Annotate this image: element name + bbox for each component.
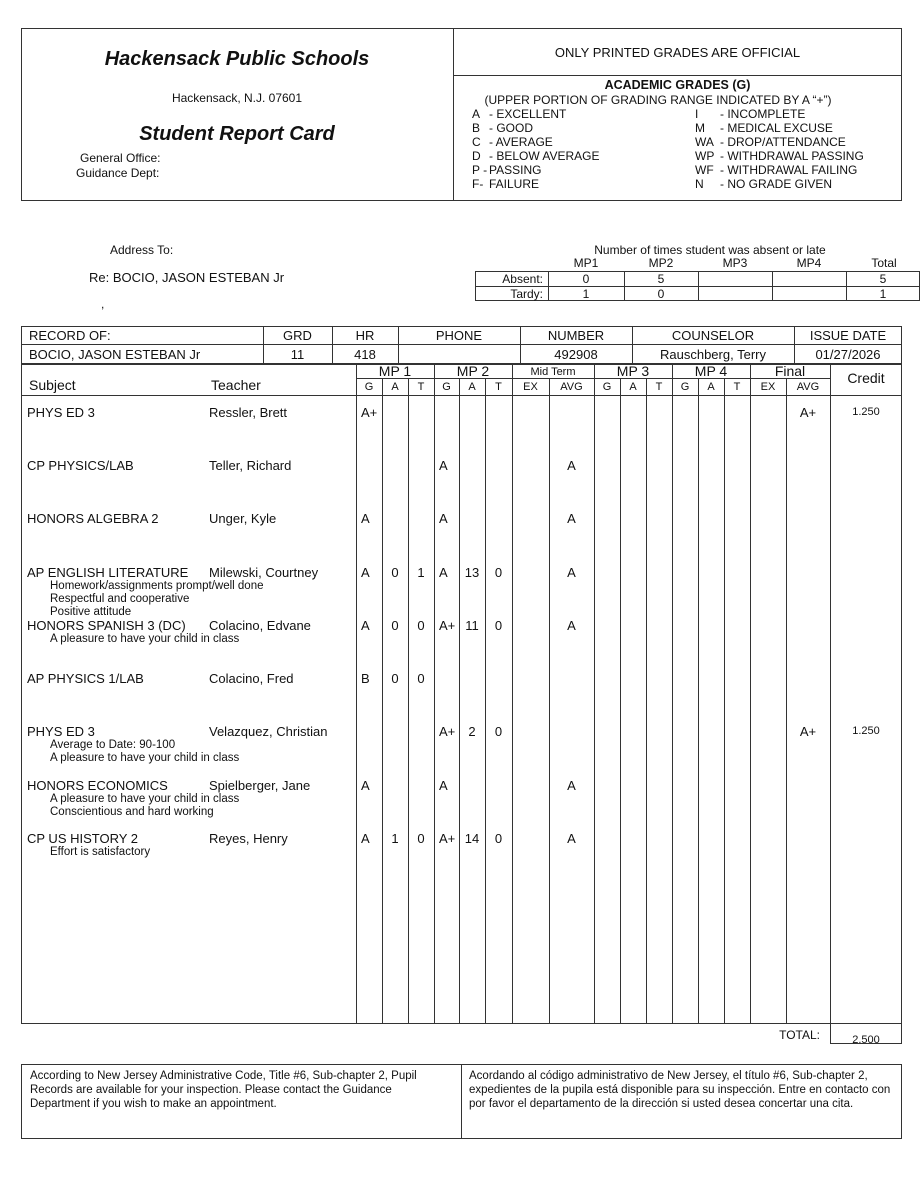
record-header-phone: PHONE <box>435 328 483 343</box>
record-header-grd: GRD <box>283 328 312 343</box>
grade-cell: 14 <box>464 831 480 846</box>
attendance-value: 1 <box>582 287 590 301</box>
legend-desc: - NO GRADE GIVEN <box>720 177 833 191</box>
grades-subheader: AVG <box>560 381 583 393</box>
record-header-hr: HR <box>355 328 375 343</box>
course-comment: A pleasure to have your child in class <box>50 633 240 645</box>
grade-cell: 2 <box>468 724 476 739</box>
recipient-name: Re: BOCIO, JASON ESTEBAN Jr <box>89 270 285 285</box>
grade-cell: 0 <box>417 671 425 686</box>
grade-cell: 0 <box>494 618 503 633</box>
grade-cell: A+ <box>439 618 456 633</box>
grade-cell: 0 <box>494 724 503 739</box>
grades-header-bottom <box>21 395 902 396</box>
grade-cell: B <box>361 671 370 686</box>
grade-cell: 0 <box>417 831 425 846</box>
grade-cell: 1 <box>391 831 399 846</box>
grade-cell: 0 <box>391 565 399 580</box>
legend-desc: - GOOD <box>489 121 533 135</box>
grade-cell: A <box>439 565 448 580</box>
course-comment: Positive attitude <box>50 606 132 618</box>
grades-subheader: T <box>733 381 741 393</box>
grades-col-line <box>672 378 673 1024</box>
legend-desc: - WITHDRAWAL FAILING <box>720 163 858 177</box>
legend-code: N <box>695 177 704 191</box>
course-teacher: Milewski, Courtney <box>209 565 319 580</box>
grades-subheader: EX <box>760 381 776 393</box>
legend-desc: PASSING <box>489 163 542 177</box>
grade-cell: A <box>567 831 576 846</box>
course-comment: Average to Date: 90-100 <box>50 739 176 751</box>
grade-cell: A+ <box>799 724 817 739</box>
legend-desc: - WITHDRAWAL PASSING <box>720 149 864 163</box>
attendance-value: 1 <box>879 287 887 301</box>
grade-cell: A+ <box>439 831 456 846</box>
course-teacher: Colacino, Fred <box>209 671 294 686</box>
grade-cell: A <box>567 778 576 793</box>
legend-code: M <box>695 121 705 135</box>
general-office-label: General Office: <box>80 151 161 165</box>
attendance-value: 0 <box>657 287 665 301</box>
legend-code: B <box>472 121 481 135</box>
grade-cell: A+ <box>799 405 817 420</box>
legend-desc: - MEDICAL EXCUSE <box>720 121 833 135</box>
grades-col-line <box>408 378 409 1024</box>
grades-subheader: T <box>655 381 663 393</box>
course-credit: 1.250 <box>852 406 880 418</box>
grade-cell: A+ <box>439 724 456 739</box>
attendance-header: Total <box>871 256 897 270</box>
grades-teacher-header: Teacher <box>211 377 261 393</box>
course-teacher: Teller, Richard <box>209 458 292 473</box>
legend-code: WA <box>695 135 714 149</box>
record-header-record_of: RECORD OF: <box>29 328 111 343</box>
grade-cell: 0 <box>391 671 399 686</box>
official-note: ONLY PRINTED GRADES ARE OFFICIAL <box>554 45 801 60</box>
grade-cell: A+ <box>361 405 378 420</box>
grades-subheader: G <box>680 381 690 393</box>
grade-cell: 0 <box>417 618 425 633</box>
record-header-issue_date: ISSUE DATE <box>809 328 887 343</box>
grades-subheader: G <box>442 381 451 393</box>
grades-col-line <box>434 378 435 1024</box>
course-comment: A pleasure to have your child in class <box>50 793 240 805</box>
grade-cell: 0 <box>494 831 503 846</box>
course-subject: HONORS SPANISH 3 (DC) <box>27 618 186 633</box>
grades-col-line <box>620 378 621 1024</box>
course-subject: AP PHYSICS 1/LAB <box>27 671 144 686</box>
grades-subheader: T <box>417 381 425 393</box>
legend-desc: - DROP/ATTENDANCE <box>720 135 846 149</box>
legend-code: WF <box>695 163 714 177</box>
official-divider <box>453 75 902 76</box>
grades-subheader: A <box>707 381 715 393</box>
course-subject: PHYS ED 3 <box>27 405 95 420</box>
grade-cell: A <box>439 511 448 526</box>
course-subject: CP PHYSICS/LAB <box>27 458 134 473</box>
grades-col-line <box>594 378 595 1024</box>
footer-divider <box>461 1064 462 1139</box>
grade-cell: A <box>361 618 370 633</box>
grades-subheader: AVG <box>796 381 820 393</box>
grade-cell: 1 <box>417 565 425 580</box>
course-comment: Homework/assignments prompt/well done <box>50 580 264 592</box>
course-subject: HONORS ALGEBRA 2 <box>27 511 159 526</box>
grades-col-line <box>750 378 751 1024</box>
course-comment: A pleasure to have your child in class <box>50 752 240 764</box>
record-value-counselor: Rauschberg, Terry <box>660 347 766 362</box>
legend-desc: - BELOW AVERAGE <box>489 149 600 163</box>
attendance-header: MP3 <box>722 256 748 270</box>
school-address: Hackensack, N.J. 07601 <box>171 91 303 105</box>
grades-col-line <box>485 378 486 1024</box>
grades-col-line <box>382 378 383 1024</box>
course-teacher: Velazquez, Christian <box>209 724 328 739</box>
record-header-counselor: COUNSELOR <box>671 328 755 343</box>
grades-col-line <box>512 378 513 1024</box>
grades-subheader: EX <box>523 381 538 393</box>
legend-desc: - INCOMPLETE <box>720 107 806 121</box>
course-comment: Effort is satisfactory <box>50 846 151 858</box>
grades-group-final: Final <box>774 363 806 379</box>
record-value-number: 492908 <box>554 347 598 362</box>
grades-subheader: G <box>602 381 612 393</box>
legend-subtitle: (UPPER PORTION OF GRADING RANGE INDICATED BY A “+”) <box>484 93 832 107</box>
legend-desc: - EXCELLENT <box>489 107 567 121</box>
course-teacher: Spielberger, Jane <box>209 778 311 793</box>
grades-subject-header: Subject <box>29 377 76 393</box>
footer-english: According to New Jersey Administrative Code, Title #6, Sub-chapter 2, Pupil Records are available for your inspection. Please contact the Guidance Department if you wish to make an appointment. <box>30 1070 417 1110</box>
grade-cell: 13 <box>464 565 480 580</box>
grades-subheader: A <box>391 381 399 393</box>
course-subject: HONORS ECONOMICS <box>27 778 168 793</box>
grade-cell: A <box>567 511 576 526</box>
attendance-value: 5 <box>879 272 887 286</box>
grades-col-line <box>830 364 831 1024</box>
course-subject: PHYS ED 3 <box>27 724 95 739</box>
grade-cell: A <box>439 778 448 793</box>
address-comma: , <box>101 297 105 311</box>
grades-group-midterm: Mid Term <box>530 366 576 378</box>
legend-code: P - <box>472 163 488 177</box>
record-row-line <box>21 344 902 345</box>
grade-cell: A <box>567 458 576 473</box>
attendance-value: 5 <box>657 272 665 286</box>
attendance-header: MP4 <box>796 256 822 270</box>
grades-group-mp2: MP 2 <box>456 363 490 379</box>
grade-cell: A <box>567 565 576 580</box>
grades-group-mp1: MP 1 <box>378 363 412 379</box>
grade-cell: 11 <box>465 618 479 633</box>
grades-col-line <box>786 378 787 1024</box>
attendance-col-line <box>698 271 699 301</box>
grades-credit-header: Credit <box>847 370 885 386</box>
course-subject: CP US HISTORY 2 <box>27 831 139 846</box>
grades-box <box>21 364 902 1024</box>
total-value: 2.500 <box>852 1034 880 1046</box>
attendance-col-line <box>772 271 773 301</box>
course-teacher: Unger, Kyle <box>209 511 277 526</box>
grades-col-line <box>356 364 357 1024</box>
course-teacher: Reyes, Henry <box>209 831 288 846</box>
grade-cell: A <box>567 618 576 633</box>
grades-subheader: A <box>468 381 476 393</box>
course-credit: 1.250 <box>852 725 880 737</box>
grades-col-line <box>724 378 725 1024</box>
grades-group-mp3: MP 3 <box>616 363 650 379</box>
document-title: Student Report Card <box>139 123 335 145</box>
attendance-header: MP2 <box>648 256 674 270</box>
attendance-row-label: Tardy: <box>510 287 543 301</box>
grades-col-line <box>549 378 550 1024</box>
attendance-value: 0 <box>582 272 590 286</box>
record-value-hr: 418 <box>354 347 376 362</box>
grade-cell: A <box>439 458 448 473</box>
record-value-issue_date: 01/27/2026 <box>815 347 881 362</box>
address-label: Address To: <box>110 243 174 257</box>
attendance-title: Number of times student was absent or late <box>594 243 826 257</box>
record-value-record_of: BOCIO, JASON ESTEBAN Jr <box>29 347 201 362</box>
legend-desc: - AVERAGE <box>489 135 553 149</box>
legend-code: F- <box>472 177 484 191</box>
grades-subheader: T <box>495 381 502 393</box>
grades-col-line <box>646 378 647 1024</box>
grade-cell: A <box>361 565 370 580</box>
course-teacher: Colacino, Edvane <box>209 618 311 633</box>
grades-group-mp4: MP 4 <box>694 363 728 379</box>
legend-desc: FAILURE <box>489 177 540 191</box>
total-label: TOTAL: <box>779 1028 820 1042</box>
legend-code: WP <box>695 149 715 163</box>
legend-code: D <box>472 149 481 163</box>
course-comment: Respectful and cooperative <box>50 593 190 605</box>
grades-col-line <box>459 378 460 1024</box>
course-comment: Conscientious and hard working <box>50 806 214 818</box>
record-value-grd: 11 <box>290 347 305 362</box>
attendance-header: MP1 <box>573 256 599 270</box>
grades-subheader: G <box>364 381 374 393</box>
attendance-row-label: Absent: <box>502 272 543 286</box>
legend-code: I <box>695 107 699 121</box>
school-name: Hackensack Public Schools <box>104 48 370 70</box>
course-teacher: Ressler, Brett <box>209 405 288 420</box>
legend-title: ACADEMIC GRADES (G) <box>604 78 751 92</box>
record-header-number: NUMBER <box>547 328 605 343</box>
grade-cell: A <box>361 831 370 846</box>
grade-cell: 0 <box>391 618 399 633</box>
grade-cell: A <box>361 511 370 526</box>
grades-subheader: A <box>629 381 637 393</box>
grade-cell: A <box>361 778 370 793</box>
legend-code: C <box>472 135 481 149</box>
grade-cell: 0 <box>494 565 503 580</box>
legend-code: A <box>472 107 481 121</box>
grades-col-line <box>698 378 699 1024</box>
guidance-label: Guidance Dept: <box>76 166 160 180</box>
footer-spanish: Acordando al código administrativo de New Jersey, el título #6, Sub-chapter 2, expedientes de la pupila está disponible para su inspección. Entre en contacto con por favor el departamento de la dirección si usted desea concertar una cita. <box>469 1070 891 1110</box>
course-subject: AP ENGLISH LITERATURE <box>27 565 189 580</box>
